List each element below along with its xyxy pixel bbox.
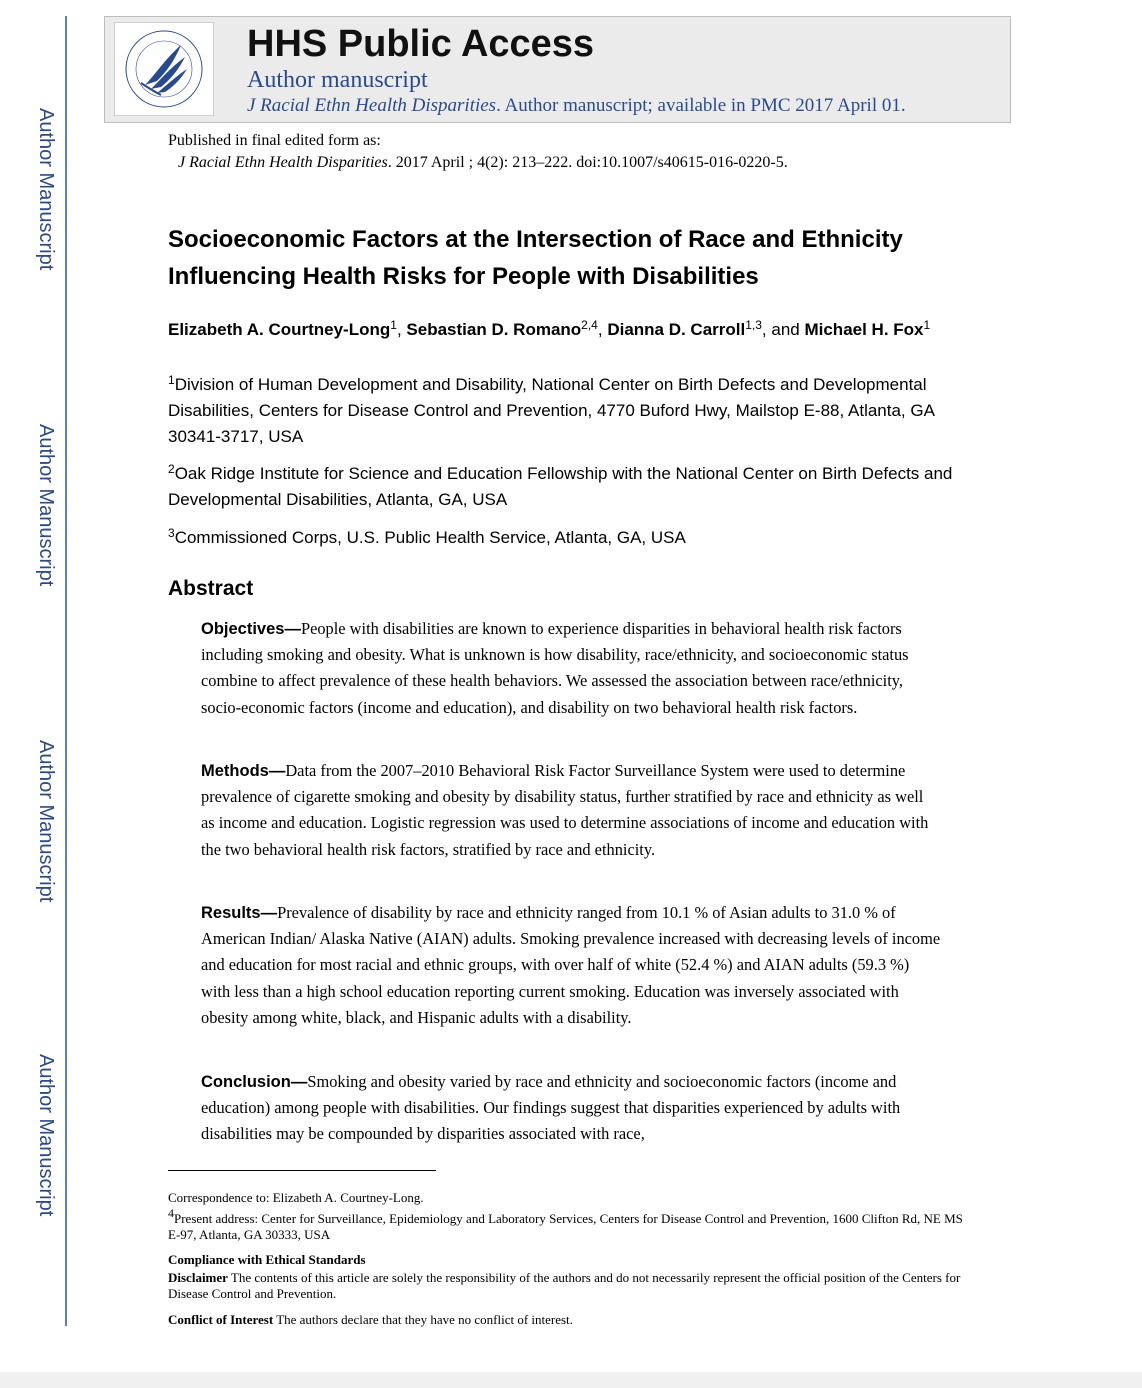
affiliation: $^3$Commissioned Corps, U.S. Public Health Service, Atlanta, GA, USA [168, 526, 686, 547]
author-manuscript-subtitle: Author manuscript [247, 67, 428, 93]
left-margin-rule [65, 16, 67, 1326]
abstract-objectives: Objectives—People with disabilities are known to experience disparities in behavioral health risk factors including smoking and obesity. What is unknown is how disability, race/ethnicity, and socioeconomic status combine to affect prevalence of these health behaviors. We assessed the association between race/ethnicity, socio-economic factors (income and education), and disability on two behavioral health risk factors. [201, 619, 909, 717]
abstract-methods: Methods—Data from the 2007–2010 Behavioral Risk Factor Surveillance System were used to determine prevalence of cigarette smoking and obesity by disability status, further stratified by race and ethnicity as well as income and education. Logistic regression was used to determine associations of income and education with the two behavioral health risk factors, stratified by race and ethnicity. [201, 761, 929, 859]
hhs-logo [114, 22, 214, 116]
author-name: Michael H. Fox [804, 320, 924, 339]
side-label-author-manuscript: Author Manuscript [35, 740, 57, 903]
hhs-eagle-icon [119, 25, 209, 113]
affiliation: $^1$Division of Human Development and Disability, National Center on Birth Defects and Developmental Disabilities, Centers for Disease Control and Prevention, 4770 Buford Hwy, Mailstop E-88, Atlanta, GA 30341-3717, USA [168, 373, 935, 446]
side-label-author-manuscript: Author Manuscript [35, 1054, 57, 1217]
abstract-conclusion: Conclusion—Smoking and obesity varied by race and ethnicity and socioeconomic factors (income and education) among people with disabilities. Our findings suggest that disparities experienced by adults with disabilities may be compounded by disparities associated with race, [201, 1072, 901, 1144]
hhs-header [104, 16, 1011, 123]
author-name: Dianna D. Carroll [607, 320, 746, 339]
side-label-author-manuscript: Author Manuscript [35, 108, 57, 271]
published-line: Published in final edited form as: [168, 132, 381, 149]
footnote-rule [168, 1170, 436, 1171]
section-label: Methods— [201, 762, 286, 780]
present-address-note: $^4$Present address: Center for Surveillance, Epidemiology and Laboratory Services, Centers for Disease Control and Prevention, 1600 Clifton Rd, NE MS E-97, Atlanta, GA 30333, USA [168, 1206, 963, 1242]
affiliation: $^2$Oak Ridge Institute for Science and Education Fellowship with the National Center on Birth Defects and Developmental Disabilities, Atlanta, GA, USA [168, 462, 953, 509]
section-label: Results— [201, 904, 278, 922]
author-name: Elizabeth A. Courtney-Long [168, 320, 391, 339]
citation-journal: J Racial Ethn Health Disparities [178, 154, 388, 171]
conflict-note: Conflict of Interest The authors declare that they have no conflict of interest. [168, 1312, 573, 1327]
disclaimer-note: Disclaimer The contents of this article are solely the responsibility of the authors and do not necessarily represent the official position of the Centers for Disease Control and Prevention. [168, 1270, 961, 1301]
abstract-results: Results—Prevalence of disability by race and ethnicity ranged from 10.1 % of Asian adults to 31.0 % of American Indian/ Alaska Native (AIAN) adults. Smoking prevalence increased with decreasing levels of income and education for most racial and ethnic groups, with over half of white (52.4 %) and AIAN adults (59.3 %) with less than a high school education reporting current smoking. Education was inversely associated with obesity among white, black, and Hispanic adults with a disability. [201, 903, 941, 1027]
correspondence-note: Correspondence to: Elizabeth A. Courtney-Long. [168, 1190, 424, 1205]
pmc-availability: J Racial Ethn Health Disparities. Author manuscript; available in PMC 2017 April 01. [247, 95, 906, 116]
author-list: Elizabeth A. Courtney-Long$^1$, Sebastian D. Romano$^{2,4}$, Dianna D. Carroll$^{1,3}$, and Michael H. Fox$^1$ [168, 318, 931, 339]
journal-name: J Racial Ethn Health Disparities [247, 95, 497, 116]
compliance-heading: Compliance with Ethical Standards [168, 1252, 366, 1267]
section-label: Objectives— [201, 620, 301, 638]
article-title: Socioeconomic Factors at the Intersection of Race and Ethnicity Influencing Health Risks for People with Disabilities [168, 226, 903, 290]
side-label-author-manuscript: Author Manuscript [35, 424, 57, 587]
section-label: Conclusion— [201, 1073, 308, 1091]
abstract-heading: Abstract [168, 577, 254, 600]
author-name: Sebastian D. Romano [406, 320, 582, 339]
citation: J Racial Ethn Health Disparities. 2017 April ; 4(2): 213–222. doi:10.1007/s40615-016-0220-5. [178, 154, 788, 171]
hhs-public-access-title: HHS Public Access [247, 23, 595, 65]
page-bottom-strip [0, 1372, 1142, 1388]
